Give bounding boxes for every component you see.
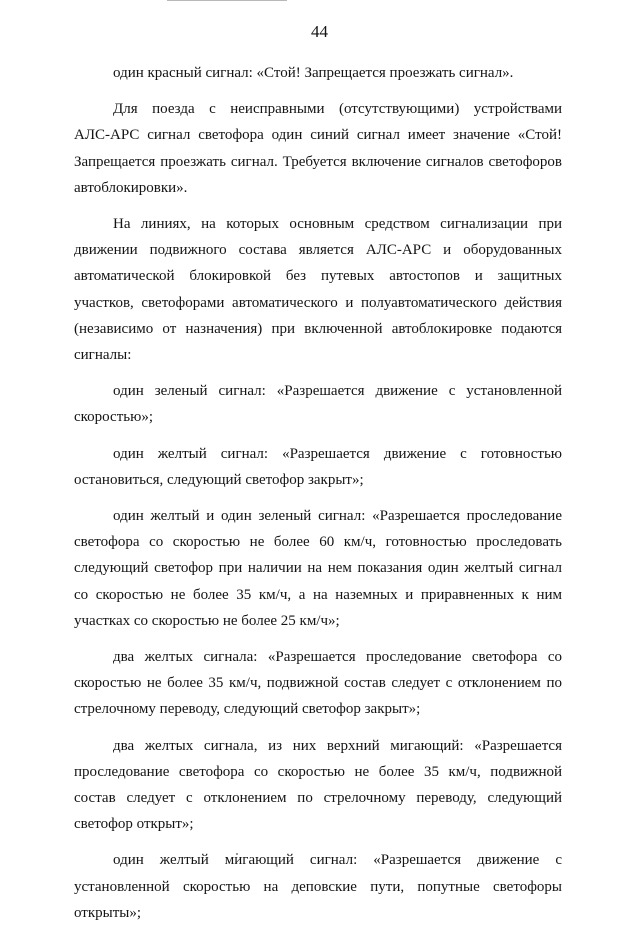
text-line: остановиться, следующий светофор закрыт»; (74, 471, 364, 488)
text-line: движении подвижного состава является АЛС-АРС и оборудованных (74, 242, 562, 259)
text-line: АЛС-АРС сигнал светофора один синий сигнал имеет значение «Стой! (74, 127, 562, 144)
paragraph (74, 733, 562, 838)
body-text (74, 60, 562, 926)
text-line: участков, светофорами автоматического и полуавтоматического действия (74, 294, 562, 311)
text-line: состав следует с отклонением по стрелочному переводу, следующий (74, 790, 562, 807)
text-line: скоростью»; (74, 409, 153, 426)
text-line: Для поезда с неисправными (отсутствующими) устройствами (113, 101, 562, 118)
text-line: два желтых сигнала, из них верхний мигающий: «Разрешается (113, 737, 562, 754)
text-line: автоблокировки». (74, 179, 188, 196)
text-line: светофор открыт»; (74, 816, 194, 833)
text-line: скоростью не более 35 км/ч, подвижной состав следует с отклонением по (74, 675, 562, 692)
paragraph (74, 378, 562, 430)
text-line: открыты»; (74, 904, 142, 921)
paragraph (74, 211, 562, 368)
text-line: один зеленый сигнал: «Разрешается движение с установленной (113, 383, 562, 400)
paragraph (74, 644, 562, 723)
scan-artifact-top (167, 0, 287, 1)
text-line: один желтый мигающий сигнал: «Разрешается движение с (113, 852, 562, 869)
text-line: один красный сигнал: «Стой! Запрещается проезжать сигнал». (113, 65, 514, 81)
text-line: стрелочному переводу, следующий светофор закрыт»; (74, 701, 421, 718)
paragraph (74, 96, 562, 201)
text-line: На линиях, на которых основным средством сигнализации при (113, 216, 562, 233)
paragraph (74, 847, 562, 926)
paragraph (74, 60, 562, 86)
text-line: светофора со скоростью не более 60 км/ч, готовностью проследовать (74, 534, 562, 551)
text-line: (независимо от назначения) при включенной автоблокировке подаются (74, 320, 562, 337)
text-line: один желтый сигнал: «Разрешается движение с готовностью (113, 445, 562, 462)
page-number: 44 (311, 22, 328, 41)
text-line: следующий светофор при наличии на нем показания один желтый сигнал (74, 560, 562, 577)
text-line: два желтых сигнала: «Разрешается проследование светофора со (113, 649, 562, 666)
text-line: установленной скоростью на деповские пути, попутные светофоры (74, 878, 562, 895)
paragraph (74, 503, 562, 634)
text-line: участках со скоростью не более 25 км/ч»; (74, 612, 340, 629)
text-line: со скоростью не более 35 км/ч, а на наземных и приравненных к ним (74, 586, 562, 603)
text-line: Запрещается проезжать сигнал. Требуется включение сигналов светофоров (74, 153, 562, 170)
text-line: сигналы: (74, 347, 132, 364)
text-line: автоматической блокировкой без путевых автостопов и защитных (74, 268, 562, 285)
text-line: один желтый и один зеленый сигнал: «Разрешается проследование (113, 508, 562, 525)
paragraph (74, 441, 562, 493)
text-line: проследование светофора со скоростью не более 35 км/ч, подвижной (74, 763, 562, 780)
